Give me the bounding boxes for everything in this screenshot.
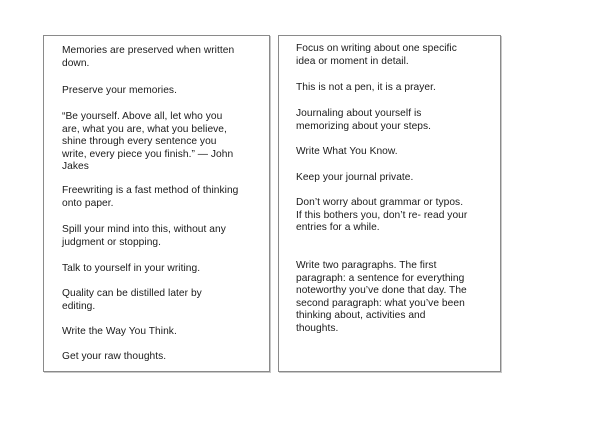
tip-focus-writing: Focus on writing about one specific idea or moment in detail. xyxy=(296,43,457,67)
tip-journaling-steps: Journaling about yourself is memorizing about your steps. xyxy=(296,108,432,132)
right-tips-card xyxy=(278,35,501,372)
left-tips-card xyxy=(43,35,270,372)
tip-memories-preserved: Memories are preserved when written down. xyxy=(62,45,235,69)
tip-quality-distilled: Quality can be distilled later by editing. xyxy=(62,288,202,312)
tip-talk-to-yourself: Talk to yourself in your writing. xyxy=(62,263,201,274)
tip-raw-thoughts: Get your raw thoughts. xyxy=(62,351,167,362)
tip-write-what-you-know: Write What You Know. xyxy=(296,146,398,157)
tip-be-yourself-quote: “Be yourself. Above all, let who you are, what you are, what you believe, shine through every sentence you write, every piece you finish.” — John Jakes xyxy=(62,111,234,173)
tip-journal-private: Keep your journal private. xyxy=(296,172,414,183)
tip-grammar-typos: Don’t worry about grammar or typos. If this bothers you, don’t re- read your entries for a while. xyxy=(296,197,468,234)
tip-pen-prayer: This is not a pen, it is a prayer. xyxy=(296,82,436,93)
tip-preserve-memories: Preserve your memories. xyxy=(62,85,177,96)
tip-two-paragraphs: Write two paragraphs. The first paragraph: a sentence for everything noteworthy you’ve done that day. The second paragraph: what you’ve been thinking about, activities and thoughts. xyxy=(296,260,467,334)
tip-spill-your-mind: Spill your mind into this, without any judgment or stopping. xyxy=(62,224,226,248)
tip-freewriting: Freewriting is a fast method of thinking onto paper. xyxy=(62,185,239,209)
tip-write-the-way: Write the Way You Think. xyxy=(62,326,177,337)
